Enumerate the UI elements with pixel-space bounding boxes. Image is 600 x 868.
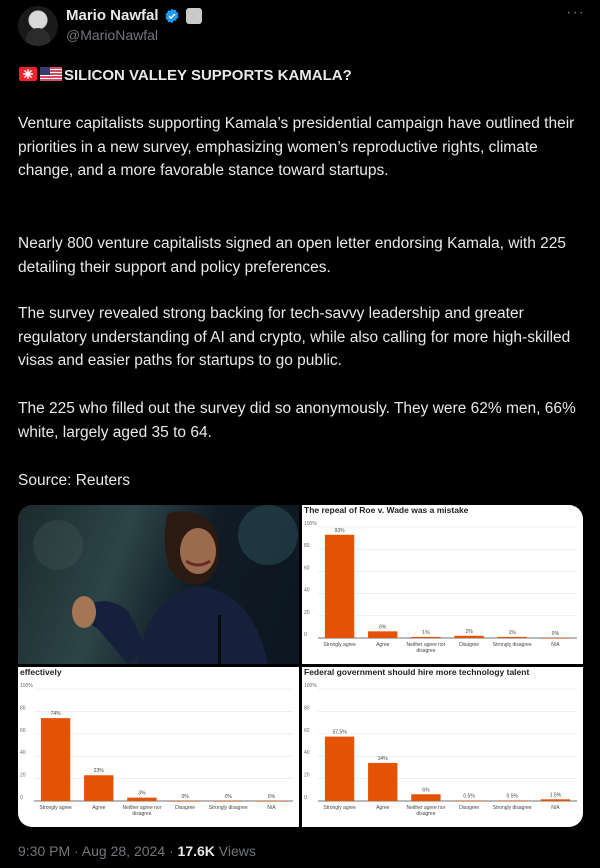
bar: [84, 775, 113, 801]
x-tick-label: N/A: [551, 642, 560, 648]
view-count: 17.6K: [177, 843, 215, 859]
views-label: Views: [214, 843, 256, 859]
x-tick-label: Disagree: [459, 642, 480, 648]
bar: [41, 718, 70, 801]
author-name[interactable]: Mario Nawfal: [66, 7, 159, 24]
post-paragraph-4: The 225 who filled out the survey did so anonymously. They were 62% men, 66% white, largely aged 35 to 64.: [18, 400, 576, 441]
data-label: 2%: [465, 628, 473, 635]
post-source: Source: Reuters: [18, 472, 130, 489]
chart-tech-talent[interactable]: [302, 667, 583, 827]
data-label: 1%: [422, 629, 430, 636]
y-tick-label: 0: [304, 795, 307, 801]
y-tick-label: 40: [20, 750, 26, 757]
y-tick-label: 80: [304, 543, 310, 550]
y-tick-label: 80: [304, 705, 310, 712]
data-label: 74%: [50, 711, 61, 718]
post-paragraph-1: Venture capitalists supporting Kamala’s presidential campaign have outlined their priorities in a new survey, emphasizing women’s reproductive rights, climate change, and a more favorable stance toward startups.: [18, 115, 575, 179]
bar: [257, 801, 286, 802]
y-tick-label: 60: [304, 565, 310, 572]
chart-roe-wade[interactable]: [302, 505, 583, 664]
bar: [214, 801, 243, 802]
post-timestamp[interactable]: 9:30 PM · Aug 28, 2024 ·: [18, 843, 178, 859]
x-tick-label: disagree: [416, 811, 436, 817]
author-avatar[interactable]: [18, 6, 58, 46]
x-tick-label: Agree: [376, 805, 390, 811]
data-label: 0.5%: [506, 793, 518, 800]
bar: [368, 763, 397, 801]
bar: [368, 631, 397, 638]
data-label: 6%: [422, 787, 430, 794]
post-paragraph-3: The survey revealed strong backing for tech-savvy leadership and greater regulatory understanding of AI and crypto, while also calling for more high-skilled visas and easier paths for startups to go public.: [18, 305, 571, 369]
bar: [325, 535, 354, 638]
bar: [411, 637, 440, 638]
data-label: 1%: [508, 629, 516, 636]
y-tick-label: 20: [20, 772, 26, 779]
chart-effectively[interactable]: [18, 667, 299, 827]
bar: [498, 800, 527, 801]
x-tick-label: Disagree: [459, 805, 480, 811]
headline-text: SILICON VALLEY SUPPORTS KAMALA?: [64, 67, 352, 84]
us-flag-icon: [40, 66, 62, 82]
y-tick-label: 40: [304, 750, 310, 757]
bar: [411, 794, 440, 801]
data-label: 93%: [334, 527, 345, 534]
x-tick-label: Strongly agree: [323, 805, 356, 811]
siren-icon: [18, 66, 38, 82]
x-tick-label: Agree: [376, 642, 390, 648]
bar: [541, 638, 570, 639]
chart-title: effectively: [20, 667, 62, 677]
more-options-icon[interactable]: ···: [566, 4, 585, 21]
x-tick-label: disagree: [416, 648, 436, 654]
post-footer: [18, 843, 256, 859]
chart-title: The repeal of Roe v. Wade was a mistake: [304, 505, 469, 515]
x-tick-label: disagree: [132, 811, 152, 817]
data-label: 0%: [224, 794, 232, 800]
bar: [541, 799, 570, 801]
data-label: 1.5%: [549, 792, 562, 799]
affiliate-badge-icon[interactable]: [186, 8, 202, 24]
data-label: 34%: [377, 755, 388, 762]
y-tick-label: 20: [304, 772, 310, 779]
x-tick-label: N/A: [551, 805, 560, 811]
bar: [454, 636, 483, 638]
chart-plot-roe-wade: [302, 505, 583, 664]
chart-plot-effectively: [18, 667, 299, 827]
data-label: 0%: [551, 631, 560, 637]
y-tick-label: 80: [20, 705, 26, 712]
x-tick-label: Strongly disagree: [492, 805, 532, 811]
verified-badge-icon[interactable]: [164, 8, 180, 24]
y-tick-label: 60: [20, 727, 26, 734]
x-tick-label: Neither agree nor: [406, 805, 446, 811]
y-tick-label: 100%: [304, 683, 317, 689]
x-tick-label: Strongly disagree: [208, 805, 248, 811]
post-paragraph-2: Nearly 800 venture capitalists signed an open letter endorsing Kamala, with 225 detailing their support and policy preferences.: [18, 235, 566, 276]
kamala-photo[interactable]: [18, 505, 299, 664]
post-headline: [18, 66, 352, 84]
x-tick-label: Neither agree nor: [406, 642, 446, 648]
media-grid[interactable]: [18, 505, 583, 827]
x-tick-label: Agree: [92, 805, 106, 811]
x-tick-label: Neither agree nor: [122, 805, 162, 811]
data-label: 0%: [181, 794, 189, 800]
data-label: 0%: [267, 794, 276, 800]
bar: [498, 637, 527, 638]
kamala-photo-illustration: [18, 505, 299, 664]
y-tick-label: 60: [304, 727, 310, 734]
chart-title: Federal government should hire more technology talent: [304, 667, 530, 677]
bar: [170, 801, 199, 802]
x-tick-label: Strongly agree: [39, 805, 72, 811]
data-label: 3%: [138, 790, 146, 797]
y-tick-label: 0: [20, 795, 23, 801]
data-label: 57.5%: [332, 729, 347, 736]
y-tick-label: 100%: [304, 521, 317, 527]
x-tick-label: N/A: [267, 805, 276, 811]
author-handle[interactable]: @MarioNawfal: [66, 27, 159, 43]
x-tick-label: Strongly disagree: [492, 642, 532, 648]
bar: [127, 798, 156, 801]
x-tick-label: Strongly agree: [323, 642, 356, 648]
chart-plot-tech-talent: [302, 667, 583, 827]
bar: [454, 800, 483, 801]
y-tick-label: 40: [304, 587, 310, 594]
y-tick-label: 20: [304, 609, 310, 616]
data-label: 0.5%: [463, 793, 475, 800]
data-label: 6%: [379, 624, 387, 631]
y-tick-label: 100%: [20, 683, 33, 689]
y-tick-label: 0: [304, 632, 307, 638]
data-label: 23%: [93, 768, 104, 775]
bar: [325, 737, 354, 801]
x-tick-label: Disagree: [175, 805, 196, 811]
